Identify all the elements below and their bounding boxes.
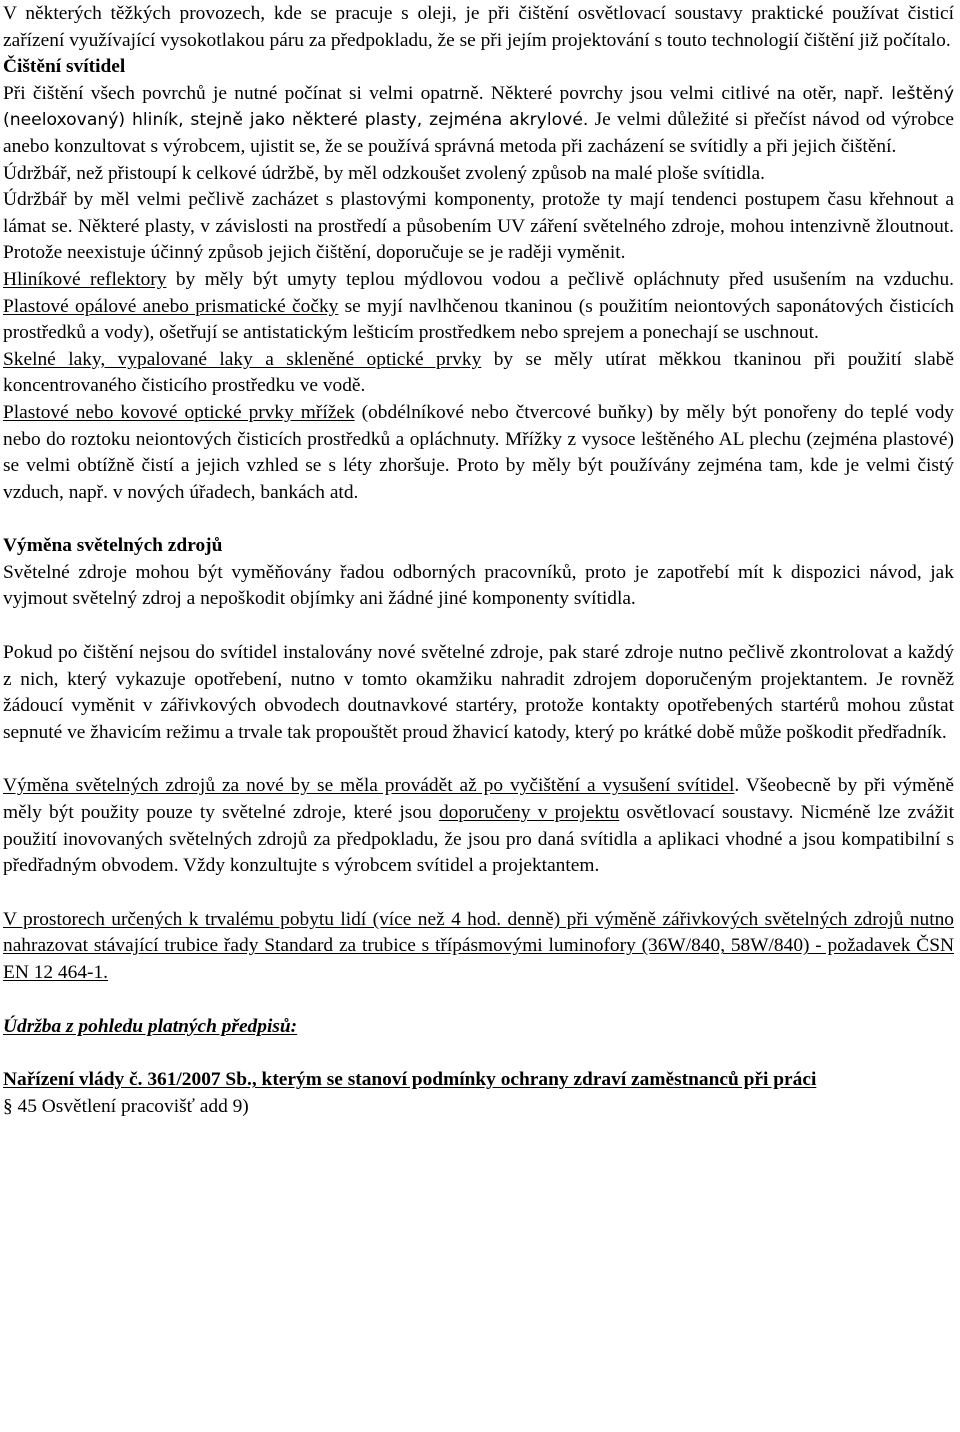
intro-paragraph xyxy=(3,0,954,54)
text-run: (obdélníkové nebo čtvercové buňky) by měly být ponořeny do teplé vody nebo do roztoku neiontových čisticích prostředků a opláchnuty. Mřížky z vysoce leštěného AL plechu (zejména plastové) se velmi obtížně čistí a jejich vzhled se s léty zhoršuje. Proto by měly být používány zejména tam, kde je velmi čistý vzduch, např. v nových úřadech, bankách atd. xyxy=(3,401,955,503)
underlined-term: doporučeny v projektu xyxy=(438,802,620,824)
text-run: Je velmi důležité si přečíst návod od výrobce anebo konzultovat s výrobcem, ujistit se, že se používá správná metoda při zacházení se svítidly a při jejich čištění. xyxy=(3,109,954,157)
text-run: osvětlovací soustavy. Nicméně lze zvážit použití inovovaných světelných zdrojů za předpokladu, že jsou pro daná svítidla a aplikaci vhodné a jsou kompatibilní s předřadným obvodem. Vždy konzultujte s výrobcem svítidel a projektantem. xyxy=(3,802,954,877)
cleaning-paragraph-5 xyxy=(3,347,954,400)
cleaning-paragraph-2: Údržbář, než přistoupí k celkové údržbě, by měl odzkoušet zvolený způsob na malé ploše svítidla. xyxy=(3,162,765,184)
spacer xyxy=(3,987,954,1014)
text-run: by měly být umyty teplou mýdlovou vodou a pečlivě opláchnuty před usušením na vzduchu. xyxy=(166,268,954,290)
replacement-paragraph-1: Světelné zdroje mohou být vyměňovány řadou odborných pracovníků, proto je zapotřebí mít k dispozici návod, jak vyjmout světelný zdroj a nepoškodit objímky ani žádné jiné komponenty svítidla. xyxy=(3,561,954,610)
decree-heading xyxy=(3,1067,954,1094)
replacement-paragraph-2: Pokud po čištění nejsou do svítidel instalovány nové světelné zdroje, pak staré zdroje nutno pečlivě zkontrolovat a každý z nich, který vykazuje opotřebení, nutno v tomto okamžiku nahradit zdrojem doporučeným projektantem. Je rovněž žádoucí vyměnit v zářivkových obvodech doutnavkové startéry, protože kontakty opotřebených startérů mohou zůstat sepnuté ve žhavicím režimu a trvale tak propouštět proud žhavicí katody, který po krátké době může poškodit předřadník. xyxy=(3,642,954,743)
spacer xyxy=(3,880,954,907)
paragraph-reference: § 45 Osvětlení pracovišť add 9) xyxy=(3,1095,249,1117)
text-run: by se měly utírat měkkou tkaninou při použití slabě koncentrovaného čisticího prostředku ve vodě. xyxy=(3,348,954,397)
replacement-paragraph-3 xyxy=(3,773,954,879)
cleaning-paragraph-4 xyxy=(3,267,954,347)
section-heading-cleaning: Čištění svítidel xyxy=(3,56,126,78)
underlined-term: Skelné laky, vypalované laky a skleněné optické prvky xyxy=(3,348,482,370)
spacer xyxy=(3,506,954,533)
underlined-term: Plastové nebo kovové optické prvky mřížek xyxy=(3,401,355,423)
underlined-term: Hliníkové reflektory xyxy=(3,268,167,290)
underlined-term: Výměna světelných zdrojů za nové by se měla provádět až po vyčištění a vysušení svítidel xyxy=(3,775,735,797)
text-run: . Všeobecně by při výměně měly být použity pouze ty světelné zdroje, které jsou xyxy=(3,775,954,824)
text-run: Při čištění všech povrchů je nutné počínat si velmi opatrně. Některé povrchy jsou velmi citlivé na otěr, např. xyxy=(3,82,884,104)
spacer xyxy=(3,1040,954,1067)
cleaning-paragraph-3: Údržbář by měl velmi pečlivě zacházet s plastovými komponenty, protože ty mají tendenci postupem času křehnout a lámat se. Některé plasty, v závislosti na prostředí a působením UV záření světelného zdroje, mohou intenzivně žloutnout. Protože neexistuje účinný způsob jejich čištění, doporučuje se je raději vyměnit. xyxy=(3,189,954,264)
text-run-sans: leštěný (neeloxovaný) hliník, stejně jako některé plasty, zejména akrylové. xyxy=(3,83,954,131)
underlined-term: Plastové opálové anebo prismatické čočky xyxy=(3,295,339,317)
text-run: se myjí navlhčenou tkaninou (s použitím neiontových saponátových čisticích prostředků a vody), ošetřují se antistatickým lešticím prostředkem nebo sprejem a ponechají se uschnout. xyxy=(3,295,954,344)
section-heading-regulations xyxy=(3,1014,954,1041)
spacer xyxy=(3,613,954,640)
cleaning-paragraph-1 xyxy=(3,81,954,161)
intro-text: V některých těžkých provozech, kde se pracuje s oleji, je při čištění osvětlovací soustavy praktické používat čisticí zařízení využívající vysokotlakou páru za předpokladu, že se při jejím projektování s touto technologií čištění již počítalo. xyxy=(3,3,954,51)
underlined-requirement: V prostorech určených k trvalému pobytu lidí (více než 4 hod. denně) při výměně zářivkových světelných zdrojů nutno nahrazovat stávající trubice řady Standard za trubice s třípásmovými luminofory (36W/840, 58W/840) - požadavek ČSN EN 12 464-1. xyxy=(3,908,954,983)
spacer xyxy=(3,746,954,773)
cleaning-paragraph-6 xyxy=(3,400,954,506)
replacement-paragraph-4 xyxy=(3,907,954,987)
regulations-heading-text: Údržba z pohledu platných předpisů: xyxy=(3,1015,298,1037)
section-heading-replacement: Výměna světelných zdrojů xyxy=(3,535,223,557)
decree-heading-text: Nařízení vlády č. 361/2007 Sb., kterým se stanoví podmínky ochrany zdraví zaměstnanců při práci xyxy=(3,1069,817,1091)
